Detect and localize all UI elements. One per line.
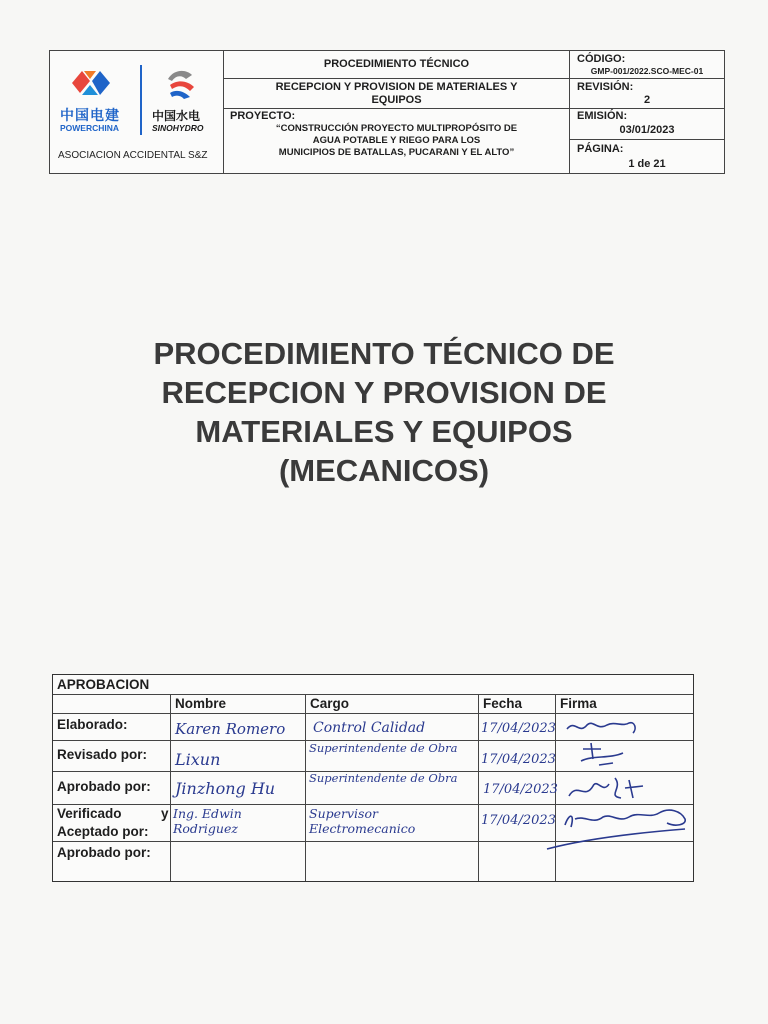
- title-line-2: RECEPCION Y PROVISION DE: [161, 375, 607, 410]
- logo-divider: [140, 65, 142, 135]
- signature-revisado: [573, 741, 643, 771]
- doc-type: PROCEDIMIENTO TÉCNICO: [323, 58, 470, 70]
- row-date-aprobado: 17/04/2023: [483, 782, 558, 797]
- powerchina-cn-name: 中国电建: [60, 108, 120, 124]
- project-name: [224, 123, 569, 159]
- emission-value: 03/01/2023: [619, 124, 675, 136]
- emission-label: EMISIÓN:: [577, 110, 628, 122]
- col-name-header: Nombre: [175, 696, 227, 711]
- row-date-verificado: 17/04/2023: [481, 813, 556, 828]
- project-label: PROYECTO:: [230, 110, 296, 122]
- row-position-elaborado: Control Calidad: [313, 720, 426, 736]
- project-line-3: MUNICIPIOS DE BATALLAS, PUCARANI Y EL ALTO”: [278, 147, 515, 158]
- signature-verificado: [545, 803, 693, 855]
- row-role-verificado-line1: Verificado: [57, 806, 122, 821]
- row-role-aprobado-2: Aprobado por:: [57, 845, 151, 860]
- row-position-revisado: Superintendente de Obra: [309, 741, 458, 755]
- col-signature-header: Firma: [560, 696, 597, 711]
- row-position-aprobado: Superintendente de Obra: [309, 771, 458, 785]
- row-date-revisado: 17/04/2023: [481, 752, 556, 767]
- signature-aprobado: [563, 772, 653, 804]
- row-name-elaborado: Karen Romero: [175, 720, 286, 738]
- signature-elaborado: [563, 715, 643, 739]
- row-position-verificado: Supervisor Electromecanico: [309, 806, 416, 836]
- code-label: CÓDIGO:: [577, 53, 626, 65]
- row-name-verificado: Ing. Edwin Rodriguez: [173, 806, 242, 836]
- col-position-header: Cargo: [310, 696, 350, 711]
- powerchina-logo: [68, 65, 114, 101]
- logo-cell: [50, 51, 223, 173]
- powerchina-en-name: POWERCHINA: [60, 123, 120, 133]
- title-line-1: PROCEDIMIENTO TÉCNICO DE: [153, 336, 615, 371]
- revision-label: REVISIÓN:: [577, 81, 634, 93]
- document-title: [60, 334, 708, 490]
- approval-table: [52, 674, 694, 882]
- document-header-table: [49, 50, 725, 174]
- title-line-4: (MECANICOS): [278, 453, 490, 488]
- row-role-verificado-line2: Aceptado por:: [57, 824, 149, 839]
- code-value: GMP-001/2022.SCO-MEC-01: [590, 66, 704, 76]
- doc-subject: [224, 81, 569, 107]
- sinohydro-logo: [160, 65, 202, 103]
- association-name: ASOCIACION ACCIDENTAL S&Z: [58, 150, 208, 161]
- page-value: 1 de 21: [628, 158, 666, 170]
- row-name-aprobado: Jinzhong Hu: [175, 779, 276, 798]
- row-role-revisado: Revisado por:: [57, 747, 148, 762]
- title-line-3: MATERIALES Y EQUIPOS: [195, 414, 573, 449]
- row-date-elaborado: 17/04/2023: [481, 721, 556, 736]
- revision-value: 2: [643, 94, 651, 106]
- col-date-header: Fecha: [483, 696, 523, 711]
- doc-subject-line-1: RECEPCION Y PROVISION DE MATERIALES Y: [275, 81, 518, 93]
- row-role-elaborado: Elaborado:: [57, 717, 128, 732]
- project-line-2: AGUA POTABLE Y RIEGO PARA LOS: [312, 135, 481, 146]
- sinohydro-cn-name: 中国水电: [152, 109, 201, 123]
- approval-heading: APROBACION: [57, 677, 150, 692]
- row-name-revisado: Lixun: [175, 750, 221, 769]
- doc-subject-line-2: EQUIPOS: [371, 94, 422, 106]
- project-line-1: “CONSTRUCCIÓN PROYECTO MULTIPROPÓSITO DE: [275, 123, 518, 134]
- row-role-aprobado: Aprobado por:: [57, 779, 151, 794]
- page-label: PÁGINA:: [577, 143, 624, 155]
- row-role-verificado-y: y: [161, 806, 169, 821]
- sinohydro-en-name: SINOHYDRO: [152, 123, 204, 133]
